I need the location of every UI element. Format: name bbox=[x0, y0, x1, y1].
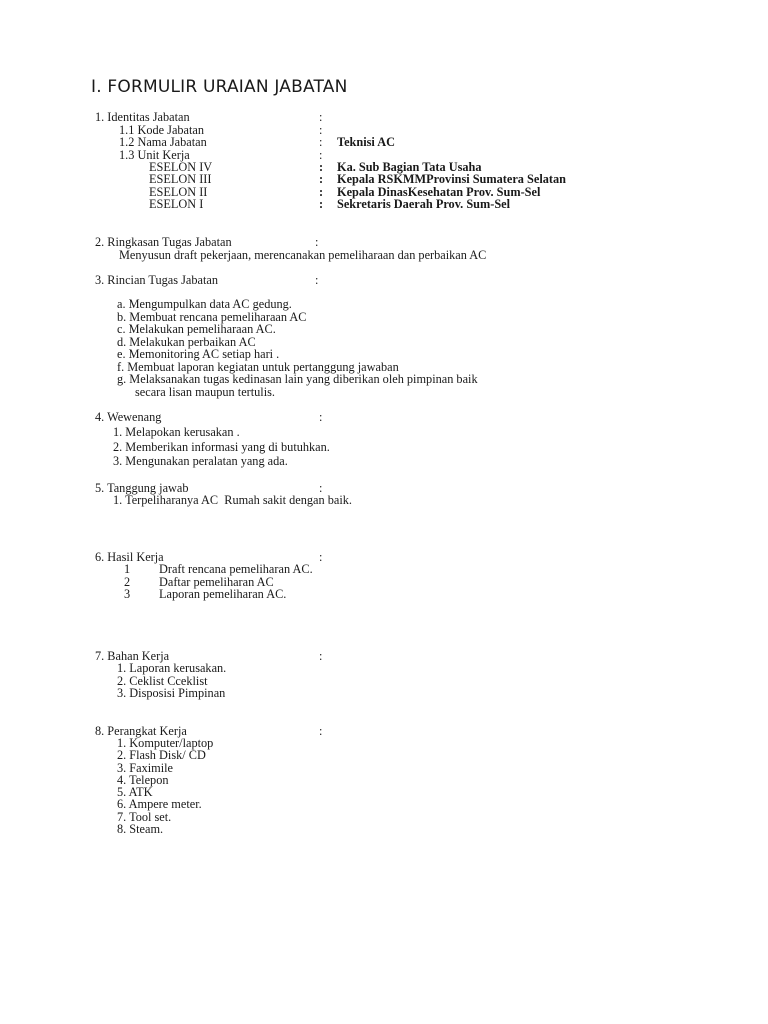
list-item: 2. Memberikan informasi yang di butuhkan. bbox=[113, 440, 330, 454]
colon: : bbox=[319, 160, 324, 174]
document-title: I. FORMULIR URAIAN JABATAN bbox=[91, 77, 348, 97]
unit-kerja-label: 1.3 Unit Kerja bbox=[119, 148, 190, 162]
list-item-number: 1 bbox=[124, 562, 131, 576]
eselon-label: ESELON I bbox=[149, 197, 204, 211]
list-item: Daftar pemeliharan AC bbox=[159, 575, 274, 589]
list-item-number: 2 bbox=[124, 575, 131, 589]
list-item: e. Memonitoring AC setiap hari . bbox=[117, 347, 280, 361]
list-item: b. Membuat rencana pemeliharaan AC bbox=[117, 310, 307, 324]
colon: : bbox=[319, 148, 323, 162]
list-item: 3. Disposisi Pimpinan bbox=[117, 686, 226, 700]
nama-jabatan-label: 1.2 Nama Jabatan bbox=[119, 135, 207, 149]
section-heading: 8. Perangkat Kerja bbox=[95, 724, 187, 738]
list-item: f. Membuat laporan kegiatan untuk pertanggung jawaban bbox=[117, 360, 399, 374]
eselon-value: Ka. Sub Bagian Tata Usaha bbox=[337, 160, 482, 174]
colon: : bbox=[319, 481, 323, 495]
section-heading: 1. Identitas Jabatan bbox=[95, 110, 190, 124]
list-item: d. Melakukan perbaikan AC bbox=[117, 335, 256, 349]
list-item: 3. Mengunakan peralatan yang ada. bbox=[113, 454, 288, 468]
section-heading: 7. Bahan Kerja bbox=[95, 649, 170, 663]
section-heading: 6. Hasil Kerja bbox=[95, 550, 164, 564]
list-item: 6. Ampere meter. bbox=[117, 797, 202, 811]
list-item: Draft rencana pemeliharan AC. bbox=[159, 562, 313, 576]
colon: : bbox=[315, 235, 319, 249]
nama-jabatan-value: Teknisi AC bbox=[337, 135, 395, 149]
colon: : bbox=[319, 410, 323, 424]
colon: : bbox=[319, 550, 323, 564]
list-item: Laporan pemeliharan AC. bbox=[159, 587, 287, 601]
eselon-label: ESELON IV bbox=[149, 160, 213, 174]
section-heading: 2. Ringkasan Tugas Jabatan bbox=[95, 235, 232, 249]
eselon-value: Kepala RSKMMProvinsi Sumatera Selatan bbox=[337, 172, 566, 186]
colon: : bbox=[319, 135, 323, 149]
eselon-value: Sekretaris Daerah Prov. Sum-Sel bbox=[337, 197, 511, 211]
section-heading: 4. Wewenang bbox=[95, 410, 162, 424]
eselon-label: ESELON II bbox=[149, 185, 208, 199]
section-heading: 3. Rincian Tugas Jabatan bbox=[95, 273, 218, 287]
colon: : bbox=[319, 185, 324, 199]
list-item: 8. Steam. bbox=[117, 822, 164, 836]
colon: : bbox=[319, 110, 323, 124]
colon: : bbox=[319, 724, 323, 738]
colon: : bbox=[319, 172, 324, 186]
section-heading: 5. Tanggung jawab bbox=[95, 481, 189, 495]
colon: : bbox=[315, 273, 319, 287]
list-item: 1. Komputer/laptop bbox=[117, 736, 214, 750]
list-item: 1. Melapokan kerusakan . bbox=[113, 425, 240, 439]
list-item: c. Melakukan pemeliharaan AC. bbox=[117, 322, 276, 336]
list-item: 2. Flash Disk/ CD bbox=[117, 748, 206, 762]
eselon-label: ESELON III bbox=[149, 172, 212, 186]
colon: : bbox=[319, 649, 323, 663]
list-item-continuation: secara lisan maupun tertulis. bbox=[135, 385, 276, 399]
list-item: 7. Tool set. bbox=[117, 810, 172, 824]
colon: : bbox=[319, 123, 323, 137]
list-item: 1. Terpeliharanya AC Rumah sakit dengan baik. bbox=[113, 493, 352, 507]
list-item: 5. ATK bbox=[117, 785, 153, 799]
eselon-value: Kepala DinasKesehatan Prov. Sum-Sel bbox=[337, 185, 541, 199]
list-item: 3. Faximile bbox=[117, 761, 174, 775]
ringkasan-text: Menyusun draft pekerjaan, merencanakan pemeliharaan dan perbaikan AC bbox=[119, 248, 487, 262]
colon: : bbox=[319, 197, 324, 211]
list-item: 4. Telepon bbox=[117, 773, 169, 787]
list-item: 2. Ceklist Cceklist bbox=[117, 674, 208, 688]
list-item: g. Melaksanakan tugas kedinasan lain yang diberikan oleh pimpinan baik bbox=[117, 372, 478, 386]
list-item: a. Mengumpulkan data AC gedung. bbox=[117, 297, 292, 311]
list-item-number: 3 bbox=[124, 587, 131, 601]
kode-jabatan-label: 1.1 Kode Jabatan bbox=[119, 123, 205, 137]
list-item: 1. Laporan kerusakan. bbox=[117, 661, 227, 675]
